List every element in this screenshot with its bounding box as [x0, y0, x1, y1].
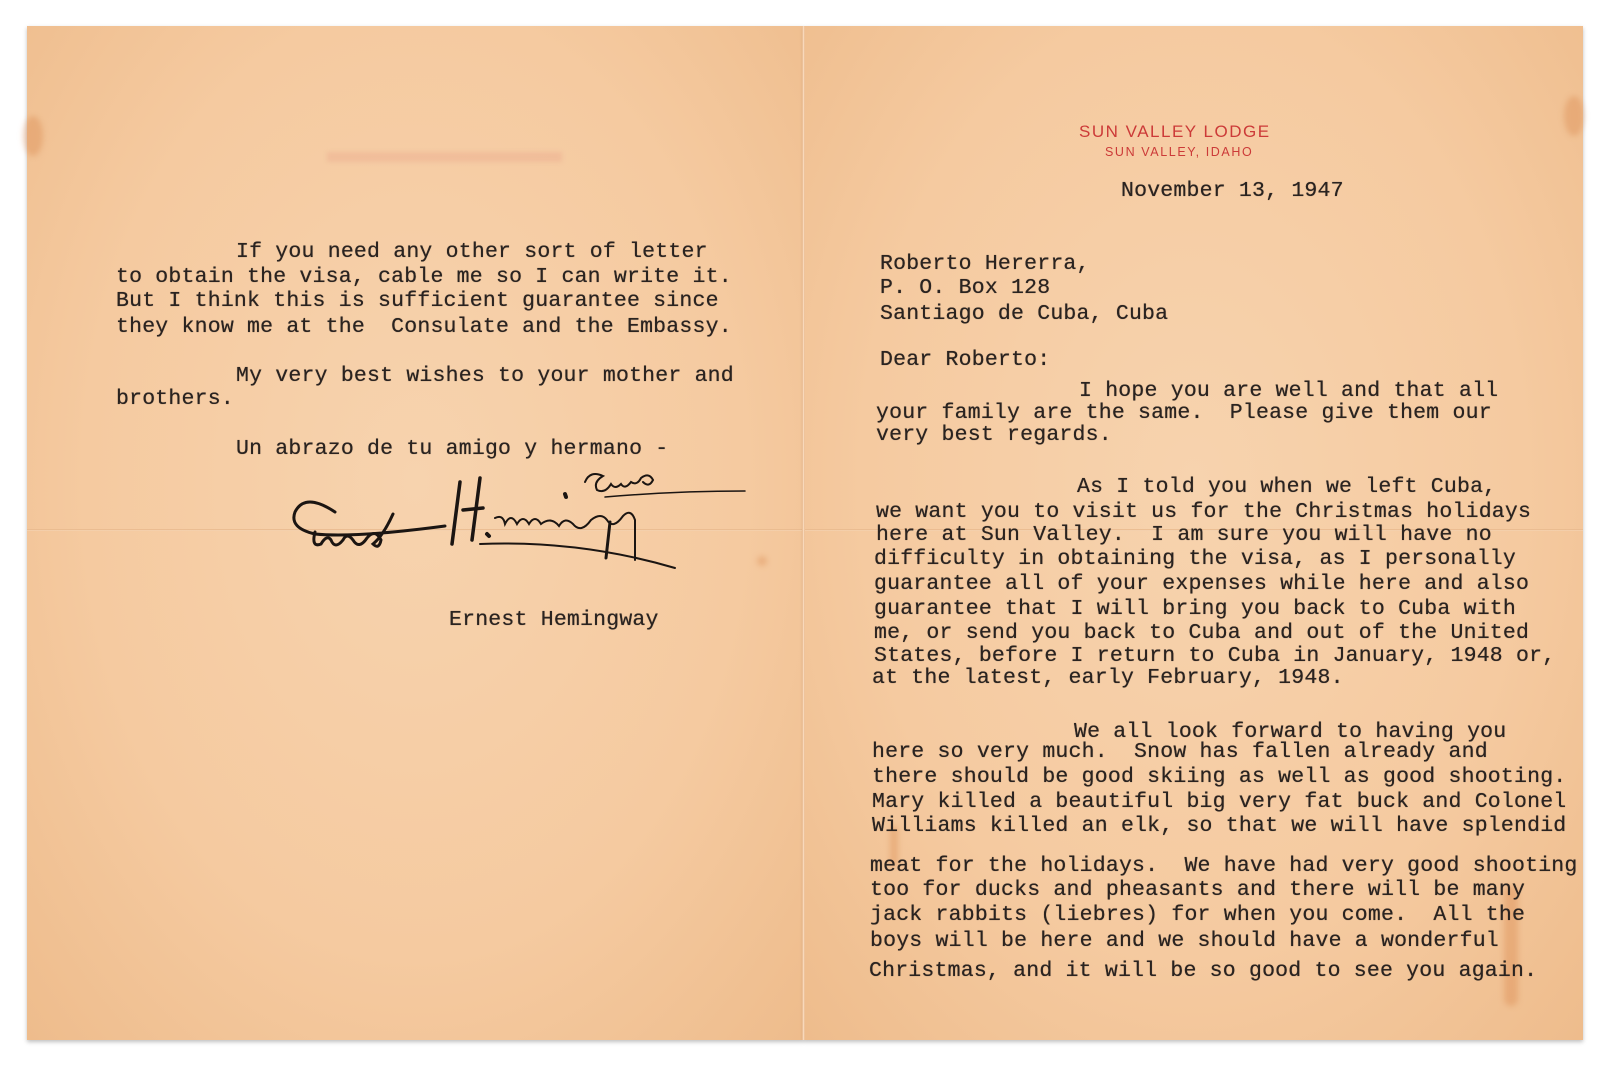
address-line: P. O. Box 128	[880, 276, 1051, 300]
body-line: very best regards.	[876, 423, 1112, 447]
body-line: there should be good skiing as well as good shooting.	[872, 765, 1567, 789]
body-line: meat for the holidays. We have had very good shooting	[870, 854, 1578, 878]
body-line: brothers.	[116, 387, 234, 411]
body-line: We all look forward to having you	[1074, 720, 1507, 744]
body-line: to obtain the visa, cable me so I can write it.	[116, 265, 732, 289]
body-line: guarantee all of your expenses while here and also	[874, 572, 1530, 596]
body-line: As I told you when we left Cuba,	[1077, 475, 1497, 499]
letterhead-bleed-through	[327, 152, 562, 162]
stain	[23, 116, 43, 156]
body-line: States, before I return to Cuba in January, 1948 or,	[874, 644, 1556, 668]
body-line: But I think this is sufficient guarantee since	[116, 289, 719, 313]
stain	[1564, 96, 1584, 136]
body-line: jack rabbits (liebres) for when you come. All the	[870, 903, 1526, 927]
body-line: here at Sun Valley. I am sure you will have no	[876, 523, 1492, 547]
letterhead-location: SUN VALLEY, IDAHO	[1105, 145, 1254, 159]
body-line: we want you to visit us for the Christmas holidays	[876, 500, 1532, 524]
letter-date: November 13, 1947	[1121, 179, 1344, 203]
body-line: Christmas, and it will be so good to see you again.	[869, 959, 1538, 983]
body-line: boys will be here and we should have a wonderful	[870, 929, 1499, 953]
body-line: here so very much. Snow has fallen already and	[872, 740, 1488, 764]
closing-line: Un abrazo de tu amigo y hermano -	[236, 437, 669, 461]
body-line: Mary killed a beautiful big very fat buck and Colonel	[872, 790, 1567, 814]
body-line: your family are the same. Please give them our	[876, 401, 1492, 425]
body-line: me, or send you back to Cuba and out of the United	[874, 621, 1530, 645]
body-line: My very best wishes to your mother and	[236, 364, 734, 388]
handwritten-signature	[285, 462, 765, 592]
address-line: Roberto Hererra,	[880, 252, 1090, 276]
body-line: If you need any other sort of letter	[236, 240, 708, 264]
body-line: at the latest, early February, 1948.	[872, 666, 1344, 690]
body-line: too for ducks and pheasants and there will be many	[870, 878, 1526, 902]
typed-signature-name: Ernest Hemingway	[449, 608, 659, 632]
body-line: guarantee that I will bring you back to Cuba with	[874, 597, 1517, 621]
salutation: Dear Roberto:	[880, 348, 1051, 372]
letterhead-name: SUN VALLEY LODGE	[1079, 122, 1271, 141]
body-line: they know me at the Consulate and the Embassy.	[116, 315, 732, 339]
body-line: I hope you are well and that all	[1079, 379, 1499, 403]
body-line: Williams killed an elk, so that we will have splendid	[872, 814, 1567, 838]
address-line: Santiago de Cuba, Cuba	[880, 302, 1169, 326]
body-line: difficulty in obtaining the visa, as I personally	[874, 547, 1517, 571]
center-fold	[802, 26, 805, 1040]
